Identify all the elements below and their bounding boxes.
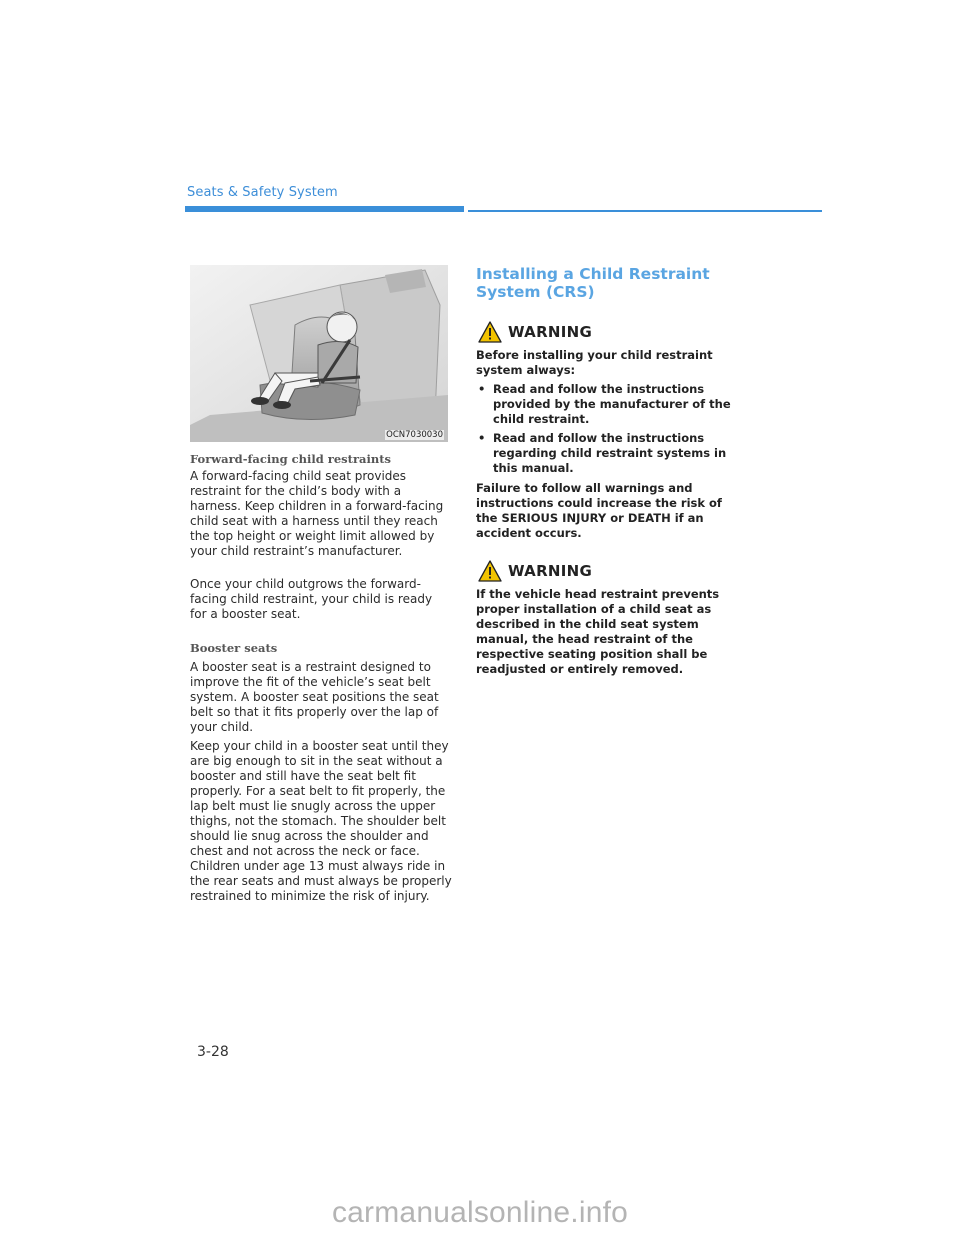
warning-1-outro: Failure to follow all warnings and instructions could increase the risk of the SERIOUS INJURY or DEATH if an accident occurs. [476, 481, 722, 540]
booster-paragraph-2: Keep your child in a booster seat until they are big enough to sit in the seat without a booster and still have the seat belt fit properly. For a seat belt to fit properly, the lap belt must lie snugly across the upper thighs, not the stomach. The shoulder belt should lie snug across the shoulder and chest and not across the neck or face. Children under age 13 must always ride in the rear seats and must always be properly restrained to minimize the risk of injury. [190, 739, 452, 903]
booster-seats-heading: Booster seats [190, 641, 278, 655]
warning-1-intro: Before installing your child restraint system always: [476, 348, 713, 377]
warning-triangle-icon [478, 321, 502, 343]
warning-header-1 [478, 321, 592, 343]
forward-facing-heading: Forward-facing child restraints [190, 452, 391, 466]
section-header-title: Seats & Safety System [187, 185, 338, 200]
page-number: 3-28 [197, 1044, 229, 1060]
site-watermark: carmanualsonline.info [331, 1196, 629, 1229]
warning-1-bullet: • Read and follow the instructions regarding child restraint systems in this manual. [476, 431, 734, 476]
warning-1-bullet-list [476, 382, 734, 480]
warning-triangle-icon [478, 560, 502, 582]
warning-header-2 [478, 560, 592, 582]
child-seat-drawing [190, 265, 448, 442]
child-seat-illustration [190, 265, 448, 442]
warning-2-text: If the vehicle head restraint prevents proper installation of a child seat as described in the child seat system manual, the head restraint of the respective seating position shall be readjusted or entirely removed. [476, 587, 720, 676]
booster-paragraph-1: A booster seat is a restraint designed to improve the fit of the vehicle’s seat belt system. A booster seat positions the seat belt so that it fits properly over the lap of your child. [190, 660, 439, 734]
warning-label-1: WARNING [508, 323, 593, 341]
warning-label-2: WARNING [508, 562, 593, 580]
figure-code: OCN7030030 [386, 430, 443, 440]
installing-crs-title: Installing a Child Restraint System (CRS) [476, 265, 710, 301]
header-rule-thin [468, 210, 822, 212]
warning-1-bullet: • Read and follow the instructions provided by the manufacturer of the child restraint. [476, 382, 734, 427]
forward-facing-paragraph-2: Once your child outgrows the forward-facing child restraint, your child is ready for a booster seat. [190, 577, 433, 621]
header-rule-thick [185, 206, 464, 212]
forward-facing-paragraph-1: A forward-facing child seat provides restraint for the child’s body with a harness. Keep children in a forward-facing child seat with a harness until they reach the top height or weight limit allowed by your child restraint’s manufacturer. [190, 469, 444, 558]
